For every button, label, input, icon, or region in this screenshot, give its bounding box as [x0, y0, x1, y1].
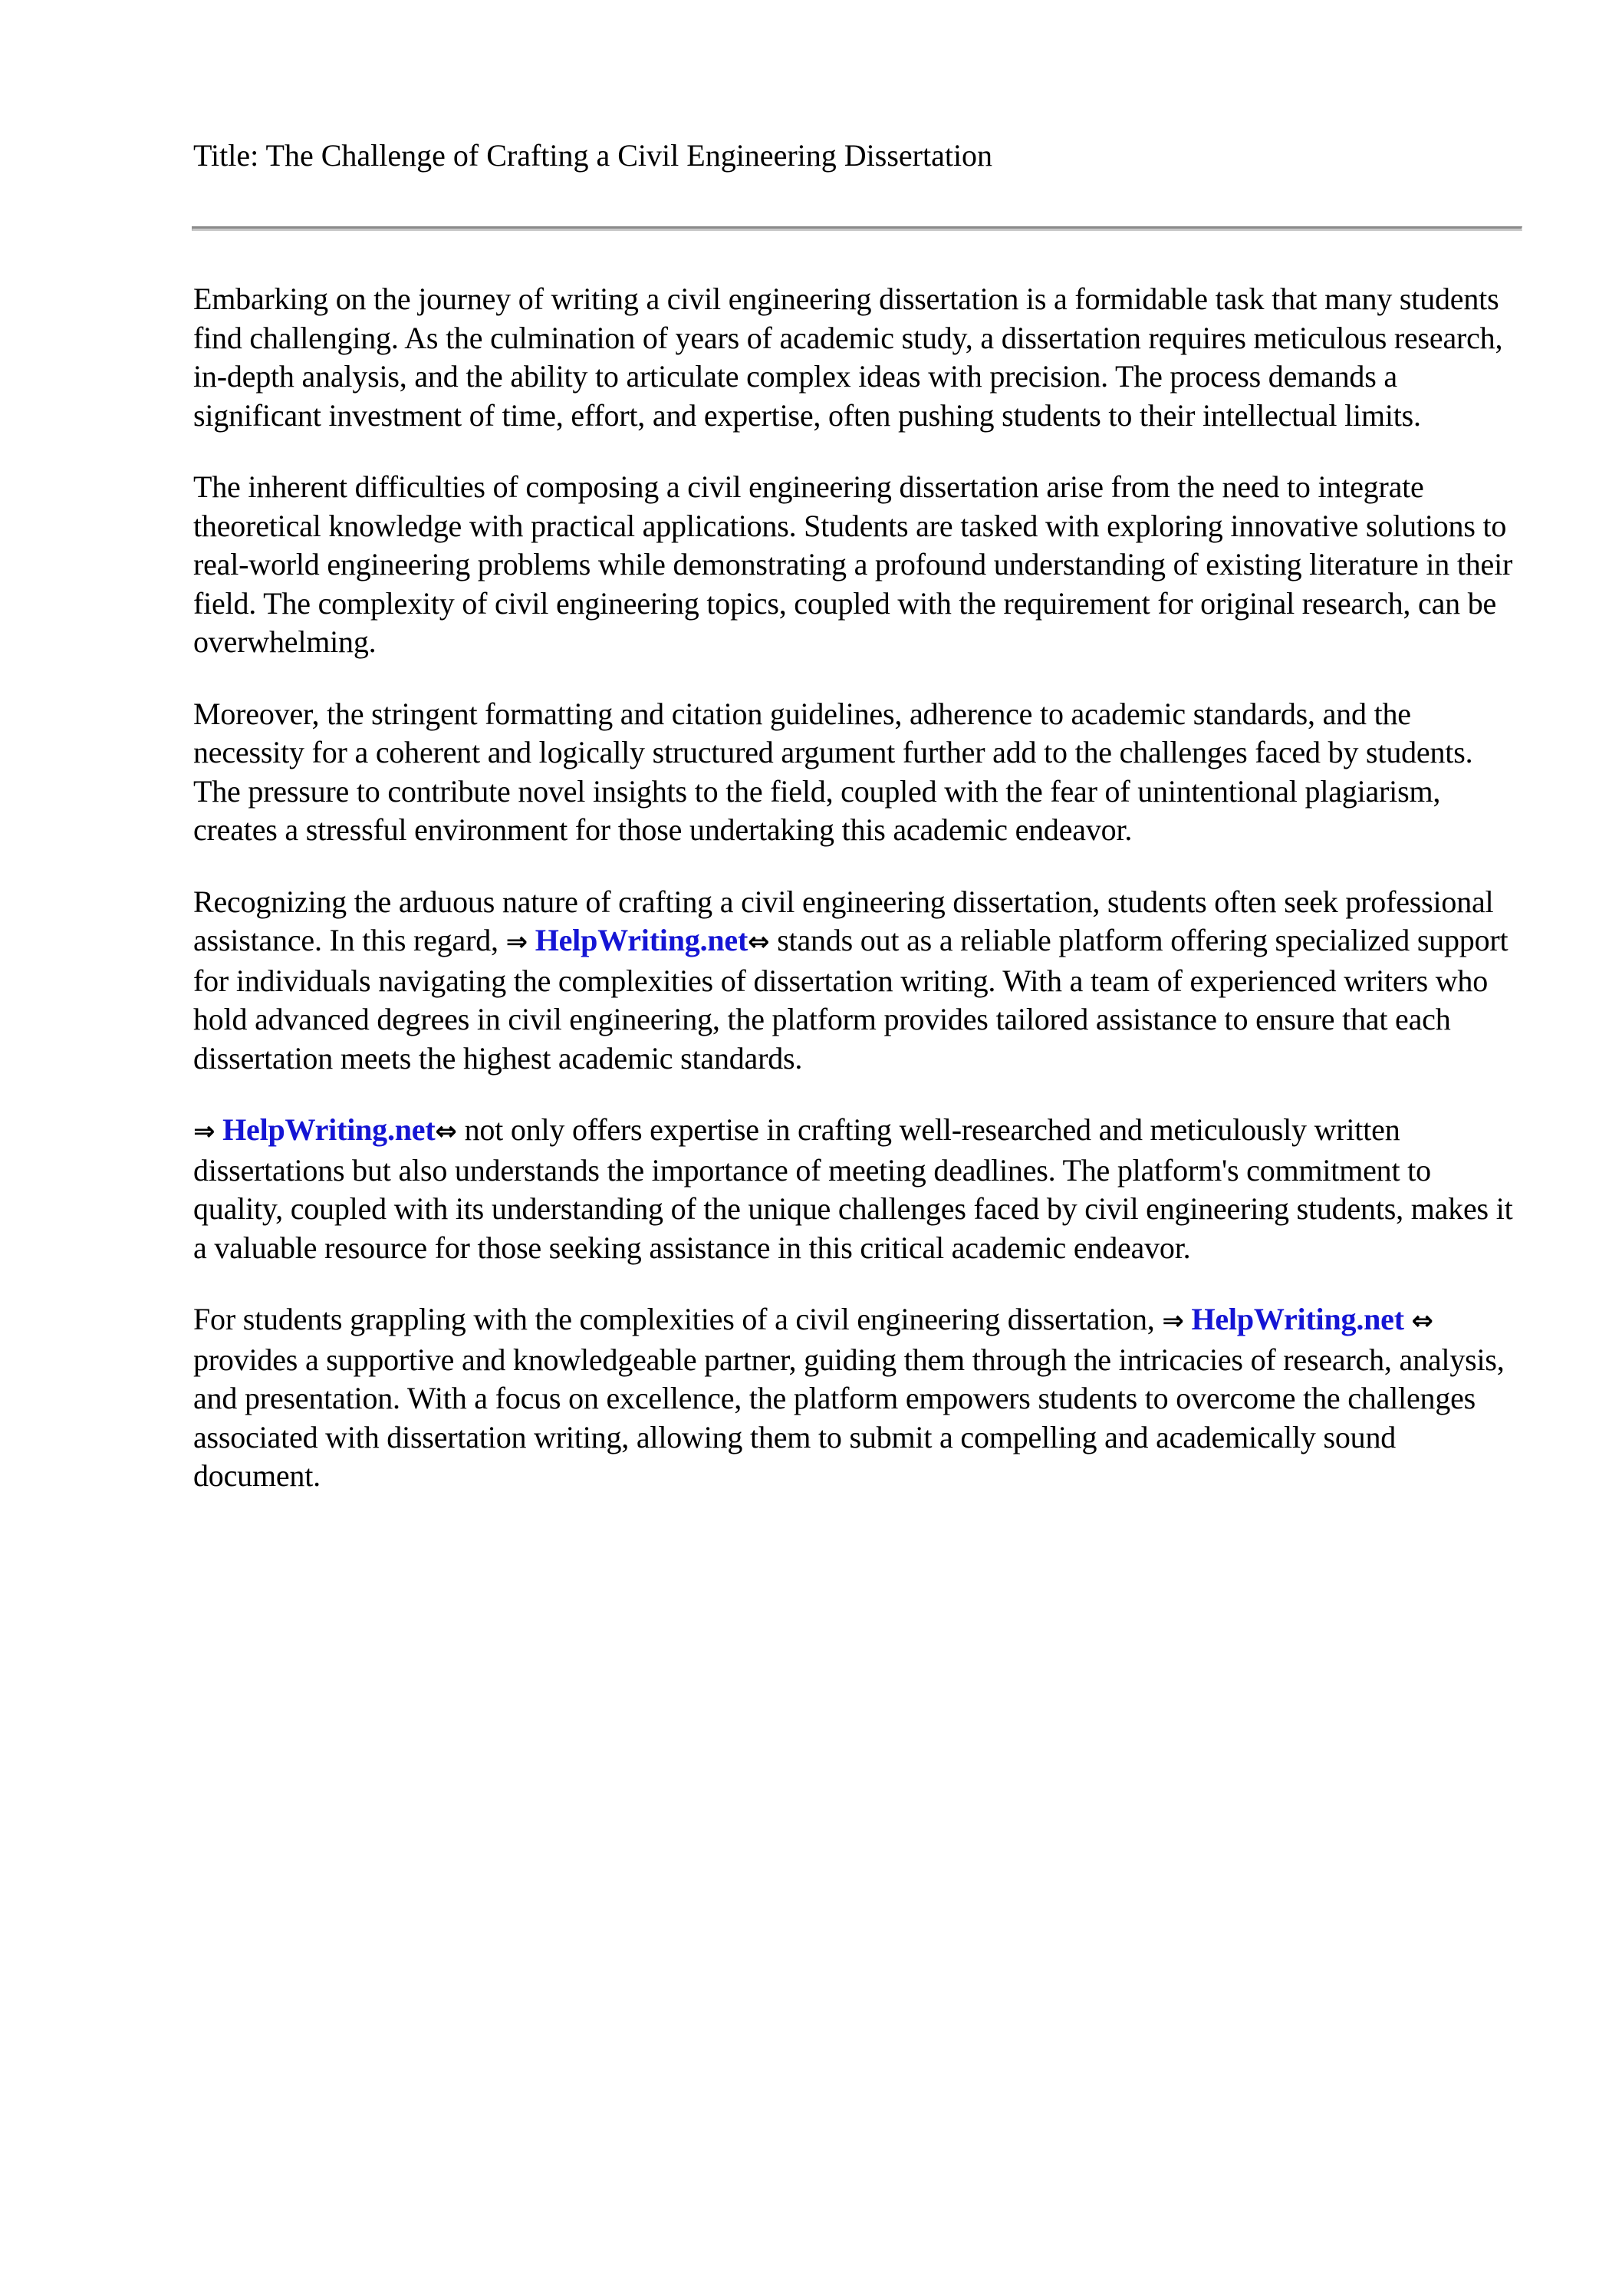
document-body — [193, 280, 1522, 1529]
helpwriting-link[interactable]: HelpWriting.net — [535, 923, 748, 957]
document-title: Title: The Challenge of Crafting a Civil Engineering Dissertation — [193, 138, 993, 173]
paragraph-4 — [193, 883, 1522, 1079]
paragraph-3: Moreover, the stringent formatting and citation guidelines, adherence to academic standards, and the necessity for a coherent and logically structured argument further add to the challenges faced by students. The pressure to contribute novel insights to the field, coupled with the fear of unintentional plagiarism, creates a stressful environment for those undertaking this academic endeavor. — [193, 696, 1473, 847]
helpwriting-link[interactable]: HelpWriting.net — [1191, 1302, 1404, 1336]
paragraph-2: The inherent difficulties of composing a civil engineering dissertation arise from the need to integrate theoretical knowledge with practical applications. Students are tasked with exploring innovative solutions to real-world engineering problems while demonstrating a profound understanding of existing literature in their field. The complexity of civil engineering topics, coupled with the requirement for original research, can be overwhelming. — [193, 469, 1513, 659]
paragraph-1: Embarking on the journey of writing a civil engineering dissertation is a formidable task that many students find challenging. As the culmination of years of academic study, a dissertation requires meticulous research, in-depth analysis, and the ability to articulate complex ideas with precision. The process demands a significant investment of time, effort, and expertise, often pushing students to their intellectual limits. — [193, 282, 1503, 433]
paragraph-4-before: Recognizing the arduous nature of crafting a civil engineering dissertation, students often seek professional assistance. In this regard, — [193, 884, 1494, 957]
paragraph-4-after: stands out as a reliable platform offering specialized support for individuals navigating the complexities of dissertation writing. With a team of experienced writers who hold advanced degrees in civil engineering, the platform provides tailored assistance to ensure that each dissertation meets the highest academic standards. — [193, 923, 1508, 1076]
left-right-double-arrow-icon: ⇔ — [748, 927, 770, 957]
horizontal-rule — [192, 226, 1522, 231]
right-double-arrow-icon: ⇒ — [193, 1116, 215, 1147]
right-double-arrow-icon: ⇒ — [505, 927, 528, 957]
left-right-double-arrow-icon: ⇔ — [1411, 1306, 1433, 1336]
left-right-double-arrow-icon: ⇔ — [435, 1116, 457, 1147]
paragraph-5 — [193, 1111, 1522, 1267]
paragraph-5-after: not only offers expertise in crafting well-researched and meticulously written dissertations but also understands the importance of meeting deadlines. The platform's commitment to quality, coupled with its understanding of the unique challenges faced by civil engineering students, makes it a valuable resource for those seeking assistance in this critical academic endeavor. — [193, 1112, 1513, 1265]
paragraph-6 — [193, 1300, 1522, 1496]
paragraph-6-after: provides a supportive and knowledgeable partner, guiding them through the intricacies of research, analysis, and presentation. With a focus on excellence, the platform empowers students to overcome the challenges associated with dissertation writing, allowing them to submit a compelling and academically sound document. — [193, 1342, 1505, 1493]
helpwriting-link[interactable]: HelpWriting.net — [222, 1112, 436, 1147]
right-double-arrow-icon: ⇒ — [1162, 1306, 1184, 1336]
paragraph-6-before: For students grappling with the complexities of a civil engineering dissertation, — [193, 1302, 1163, 1336]
